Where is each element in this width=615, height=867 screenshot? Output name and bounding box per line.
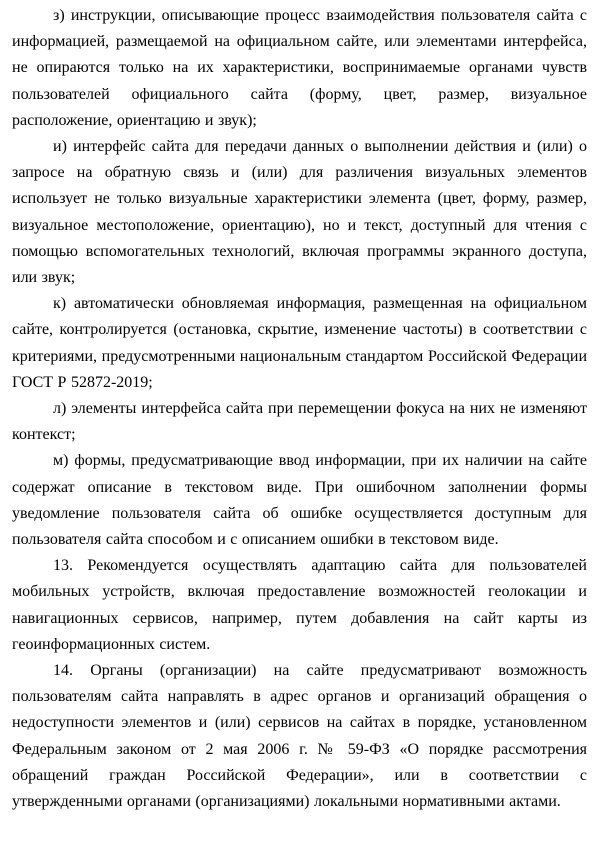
- paragraph-item-m: м) формы, предусматривающие ввод информации, при их наличии на сайте содержат описание в текстовом виде. При ошибочном заполнении формы уведомление пользователя сайта об ошибке осуществляется доступным для пользователя сайта способом и с описанием ошибки в текстовом виде.: [12, 452, 587, 549]
- paragraph-item-k: к) автоматически обновляемая информация, размещенная на официальном сайте, контролируется (остановка, скрытие, изменение частоты) в соответствии с критериями, предусмотренными национальным стандартом Российской Федерации ГОСТ Р 52872-2019;: [12, 295, 587, 391]
- paragraph-item-l: л) элементы интерфейса сайта при перемещении фокуса на них не изменяют контекст;: [12, 400, 587, 444]
- paragraph-item-i: и) интерфейс сайта для передачи данных о выполнении действия и (или) о запросе на обратную связь и (или) для различения визуальных элементов использует не только визуальные характеристики элемента (цвет, форму, размер, визуальное местоположение, ориентацию), но и текст, доступный для чтения с помощью вспомогательных технологий, включая программы экранного доступа, или звук;: [12, 138, 587, 287]
- paragraph-point-14: 14. Органы (организации) на сайте предусматривают возможность пользователям сайта направлять в адрес органов и организаций обращения о недоступности элементов и (или) сервисов на сайтах в порядке, установленном Федеральным законом от 2 мая 2006 г. № 59-ФЗ «О порядке рассмотрения обращений граждан Российской Федерации», или в соответствии с утвержденными органами (организациями) локальными нормативными актами.: [12, 662, 587, 811]
- paragraph-point-13: 13. Рекомендуется осуществлять адаптацию сайта для пользователей мобильных устройств, включая предоставление возможностей геолокации и навигационных сервисов, например, путем добавления на сайт карты из геоинформационных систем.: [12, 557, 587, 653]
- paragraph-item-z: з) инструкции, описывающие процесс взаимодействия пользователя сайта с информацией, размещаемой на официальном сайте, или элементами интерфейса, не опираются только на их характеристики, воспринимаемые органами чувств пользователей официального сайта (форму, цвет, размер, визуальное расположение, ориентацию и звук);: [12, 7, 587, 129]
